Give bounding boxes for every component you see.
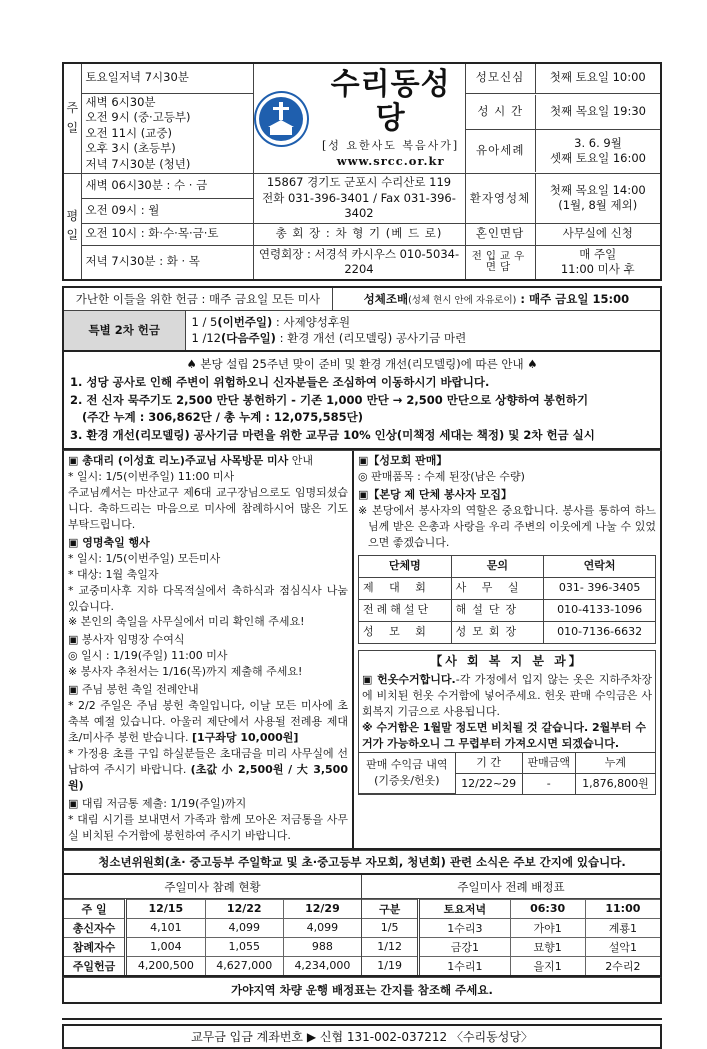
section-line: ◎ 판매품목 : 수제 된장(남은 수량)	[358, 470, 525, 483]
sales-label: 판매 수익금 내역 (기증옷/헌옷)	[359, 752, 455, 793]
schedule-value	[535, 174, 661, 224]
notice-title: ♠ 본당 설립 25주년 맞이 준비 및 환경 개선(리모델링)에 따른 안내 ♠	[186, 357, 538, 371]
bishop-visit-section: ▣ 총대리 (이성효 리노)주교님 사목방문 미사 안내 * 일시: 1/5(이번주일) 11:00 미사 주교님께서는 마산교구 제6대 교구장님으로도 임명되셨습니다. 축하드리는 마음으로 미사에 참례하시어 많은 기도 부탁드립니다.	[68, 454, 348, 531]
feast-day-section	[68, 535, 348, 631]
youth-note: 청소년위원회(초· 중고등부 주일학교 및 초·중고등부 자모회, 청년회) 관련 소식은 주보 간지에 있습니다.	[62, 850, 662, 875]
section-title: ▣ 대림 저금통 제출: 1/19(주일)까지	[68, 796, 247, 810]
presentation-section	[68, 682, 348, 794]
sunday-mass-saturday: 토요일저녁 7시30분	[81, 63, 253, 93]
attendance-table: 주 일 12/15 12/22 12/29 총신자수 4,101 4,099 4,099 참례자수 1,004 1,055 988 주일헌금 4,200,500 4,627,000 4,234,000	[64, 899, 361, 976]
sunday-mass-item: 오전 11시 (교중)	[85, 125, 172, 140]
sunday-label: 주 일	[63, 63, 81, 174]
attendance-title: 주일미사 참례 현황	[64, 875, 361, 899]
section-note: ※ 수거함은 1월말 정도면 비치될 것 같습니다. 2월부터 수거가 가능하오니 그 무렵부터 가져오시면 되겠습니다.	[362, 720, 646, 750]
weekday-mass: 저녁 7시30분 : 화 · 목	[81, 245, 253, 280]
church-website[interactable]: www.srcc.or.kr	[336, 153, 445, 168]
table-row: 주일헌금 4,200,500 4,627,000 4,234,000	[64, 956, 361, 975]
section-line: ◎ 일시 : 1/19(주일) 11:00 미사	[68, 649, 228, 663]
vehicle-note: 가야지역 차량 운행 배정표는 간지를 참조해 주세요.	[62, 977, 662, 1004]
table-row: 1/5 1수리3 가야1 계룡1	[362, 918, 660, 937]
left-column	[64, 451, 354, 848]
column-header: 판매금액	[522, 752, 575, 773]
column-header: 문의	[451, 555, 544, 577]
notice-item: 1. 성당 공사로 인해 주변이 위험하오니 신자분들은 조심하여 이동하시기 바랍니다.	[70, 374, 490, 389]
sales-table	[359, 752, 655, 794]
liturgy-title: 주일미사 전례 배정표	[362, 875, 660, 899]
section-title: ▣【본당 제 단체 봉사자 모집】	[358, 487, 512, 501]
section-line: ※ 본인의 축일을 사무실에서 미리 확인해 주세요!	[68, 615, 305, 629]
bulletin-page	[62, 62, 662, 1049]
announcements	[62, 450, 662, 850]
section-title: ▣ 봉사자 임명장 수여식	[68, 633, 185, 647]
weekday-label: 평 일	[63, 174, 81, 280]
section-line: ▣ 헌옷수거합니다.-각 가정에서 입지 않는 옷은 지하주차장에 비치된 헌옷 수거함에 넣어주세요. 헌옷 판매 수익금은 사회복지 기금으로 사용됩니다.	[362, 673, 652, 718]
divider	[62, 1018, 662, 1020]
sunday-mass-item: 오전 9시 (중·고등부)	[85, 110, 191, 125]
church-logo-block	[253, 63, 465, 174]
notice-item: 3. 환경 개선(리모델링) 공사기금 마련을 위한 교무금 10% 인상(미책정 세대는 책정) 및 2차 헌금 실시	[70, 428, 595, 443]
phone-line: 전화 031-396-3401 / Fax 031-396-3402	[262, 190, 456, 221]
sunday-mass-item: 새벽 6시30분	[85, 94, 156, 109]
section-line: 주교님께서는 마산교구 제6대 교구장님으로도 임명되셨습니다. 축하드리는 마음으로 미사에 참례하시어 많은 기도 부탁드립니다.	[68, 485, 348, 531]
schedule-value	[536, 130, 661, 172]
adoration-time: : 매주 금요일 15:00	[516, 291, 630, 306]
weekday-mass: 오전 10시 : 화·수·목·금·토	[81, 223, 253, 245]
special-collection-label: 특별 2차 헌금	[63, 310, 185, 351]
weekday-mass: 오전 09시 : 월	[81, 198, 253, 223]
schedule-label: 환자영성체	[465, 174, 535, 224]
special-collection-item: 1 /12(다음주일) : 환경 개선 (리모델링) 공사기금 마련	[191, 331, 467, 346]
church-seal-icon	[254, 91, 309, 147]
notice-item: 2. 전 신자 묵주기도 2,500 만단 봉헌하기 - 기존 1,000 만단 → 2,500 만단으로 상향하여 봉헌하기	[70, 392, 589, 407]
adoration-title: 성체조배	[363, 291, 409, 306]
president: 총 회 장 : 차 형 기 (베 드 로)	[253, 223, 465, 245]
church-subtitle: [성 요한사도 복음사가]	[322, 138, 460, 152]
section-title: ▣ 영명축일 행사	[68, 535, 150, 549]
liturgy-panel	[362, 875, 660, 976]
weekday-mass: 새벽 06시30분 : 수 · 금	[81, 174, 253, 199]
special-collection-item: 1 / 5(이번주일) : 사제양성후원	[191, 314, 351, 329]
schedule-label: 전입교우면담	[465, 245, 535, 280]
section-title: ▣ 총대리 (이성효 리노)주교님 사목방문 미사	[68, 454, 289, 468]
statistics	[62, 875, 662, 978]
remodeling-notice	[62, 352, 662, 450]
right-column	[354, 451, 660, 848]
schedule-value	[535, 245, 661, 280]
section-line: * 대상: 1월 축일자	[68, 567, 159, 581]
section-title: 【사 회 복 지 분 과】	[430, 653, 584, 668]
column-header: 누계	[575, 752, 655, 773]
header-table	[62, 62, 662, 281]
attendance-panel	[64, 875, 362, 976]
liturgy-table: 구분 토요저녁 06:30 11:00 1/5 1수리3 가야1 계룡1 1/12 금강1 묘향1 설악1 1/19 1수리1 을지1 2수리2	[362, 899, 660, 976]
table-row: 성 모 회 성모회장 010-7136-6632	[359, 621, 656, 643]
section-line: ※ 본당에서 봉사자의 역할은 중요합니다. 봉사를 통하여 하느님께 받은 은총과 사랑을 우리 주변의 이웃에게 나눌 수 있었으면 좋겠습니다.	[358, 503, 656, 549]
section-line: * 일시: 1/5(이번주일) 11:00 미사	[68, 470, 235, 483]
section-line: * 가정용 초를 구입 하실분들은 초대금을 미리 사무실에 선납하여 주시기 바랍니다. (초값 小 2,500원 / 大 3,500원)	[68, 746, 348, 792]
volunteer-ceremony-section	[68, 632, 348, 680]
schedule-value-line: 11:00 미사 후	[560, 262, 635, 277]
column-header: 단체명	[359, 555, 452, 577]
schedule-value-line: 매 주일	[579, 246, 617, 261]
advent-box-section	[68, 796, 348, 844]
table-row: 총신자수 4,101 4,099 4,099	[64, 918, 361, 937]
legion-sale-section	[358, 453, 656, 485]
church-name: 수리동성당	[330, 66, 451, 137]
schedule-value-line: (1월, 8월 제외)	[558, 198, 638, 213]
section-line: * 일시: 1/5(이번주일) 모든미사	[68, 551, 221, 565]
account-number: 교무금 입금 계좌번호 ▶ 신협 131-002-037212 〈수리동성당〉	[62, 1024, 662, 1049]
schedule-value-line: 3. 6. 9월	[574, 135, 622, 150]
table-row: 참례자수 1,004 1,055 988	[64, 937, 361, 956]
sunday-mass-item: 오후 3시 (초등부)	[85, 141, 176, 156]
section-line: ※ 봉사자 추천서는 1/16(목)까지 제출해 주세요!	[68, 665, 303, 679]
schedule-subtable	[466, 95, 661, 172]
adoration-note: (성체 현시 안에 자유로이)	[408, 294, 517, 306]
special-collection-list	[185, 310, 661, 351]
schedule-label: 성모신심	[465, 63, 535, 93]
section-line: * 교중미사후 지하 다목적실에서 축하식과 점심식사 나눔 있습니다.	[68, 583, 348, 613]
poor-collection: 가난한 이들을 위한 헌금 : 매주 금요일 모든 미사	[63, 287, 332, 311]
table-row: 12/22~29 - 1,876,800원	[359, 773, 655, 793]
table-row: 1/19 1수리1 을지1 2수리2	[362, 956, 660, 975]
column-header: 기 간	[455, 752, 522, 773]
table-row: 제 대 회 사 무 실 031- 396-3405	[359, 577, 656, 599]
offerings-table	[62, 286, 662, 352]
section-line: * 2/2 주일은 주님 봉헌 축일입니다, 이날 모든 미사에 초 축복 예절 있습니다. 아울러 제단에서 사용될 전례용 제대초/미사주 봉헌 받습니다. [1구좌당 10,000원]	[68, 699, 348, 744]
church-address	[253, 174, 465, 224]
volunteer-recruit-section	[358, 487, 656, 644]
table-row: 전례해설단 해설단장 010-4133-1096	[359, 599, 656, 621]
volunteer-contact-table	[358, 555, 656, 644]
sunday-mass-list	[81, 93, 253, 174]
schedule-subtable-cell	[465, 93, 661, 174]
schedule-label: 성 시 간	[466, 95, 536, 130]
table-row: 1/12 금강1 묘향1 설악1	[362, 937, 660, 956]
adoration	[332, 287, 661, 311]
schedule-value: 첫째 토요일 10:00	[535, 63, 661, 93]
schedule-value: 첫째 목요일 19:30	[536, 95, 661, 130]
schedule-label: 혼인면담	[465, 223, 535, 245]
section-title: ▣ 주님 봉헌 축일 전례안내	[68, 683, 199, 697]
section-line: * 대림 시기를 보내면서 가족과 함께 모아온 저금통을 사무실 비치된 수거함에 봉헌하여 주시기 바랍니다.	[68, 812, 348, 842]
address-line: 15867 경기도 군포시 수리산로 119	[266, 175, 452, 190]
section-title: ▣【성모회 판매】	[358, 454, 448, 468]
column-header: 연락처	[544, 555, 656, 577]
elder-president: 연령회장 : 서경석 카시우스 010-5034-2204	[253, 245, 465, 280]
schedule-value-line: 셋째 토요일 16:00	[550, 151, 646, 166]
sunday-mass-item: 저녁 7시30분 (청년)	[85, 156, 191, 171]
welfare-section	[358, 650, 656, 795]
schedule-value-line: 첫째 목요일 14:00	[549, 182, 646, 197]
schedule-label: 유아세례	[466, 130, 536, 172]
schedule-value: 사무실에 신청	[535, 223, 661, 245]
notice-item: (주간 누계 : 306,862단 / 총 누계 : 12,075,585단)	[82, 410, 364, 425]
